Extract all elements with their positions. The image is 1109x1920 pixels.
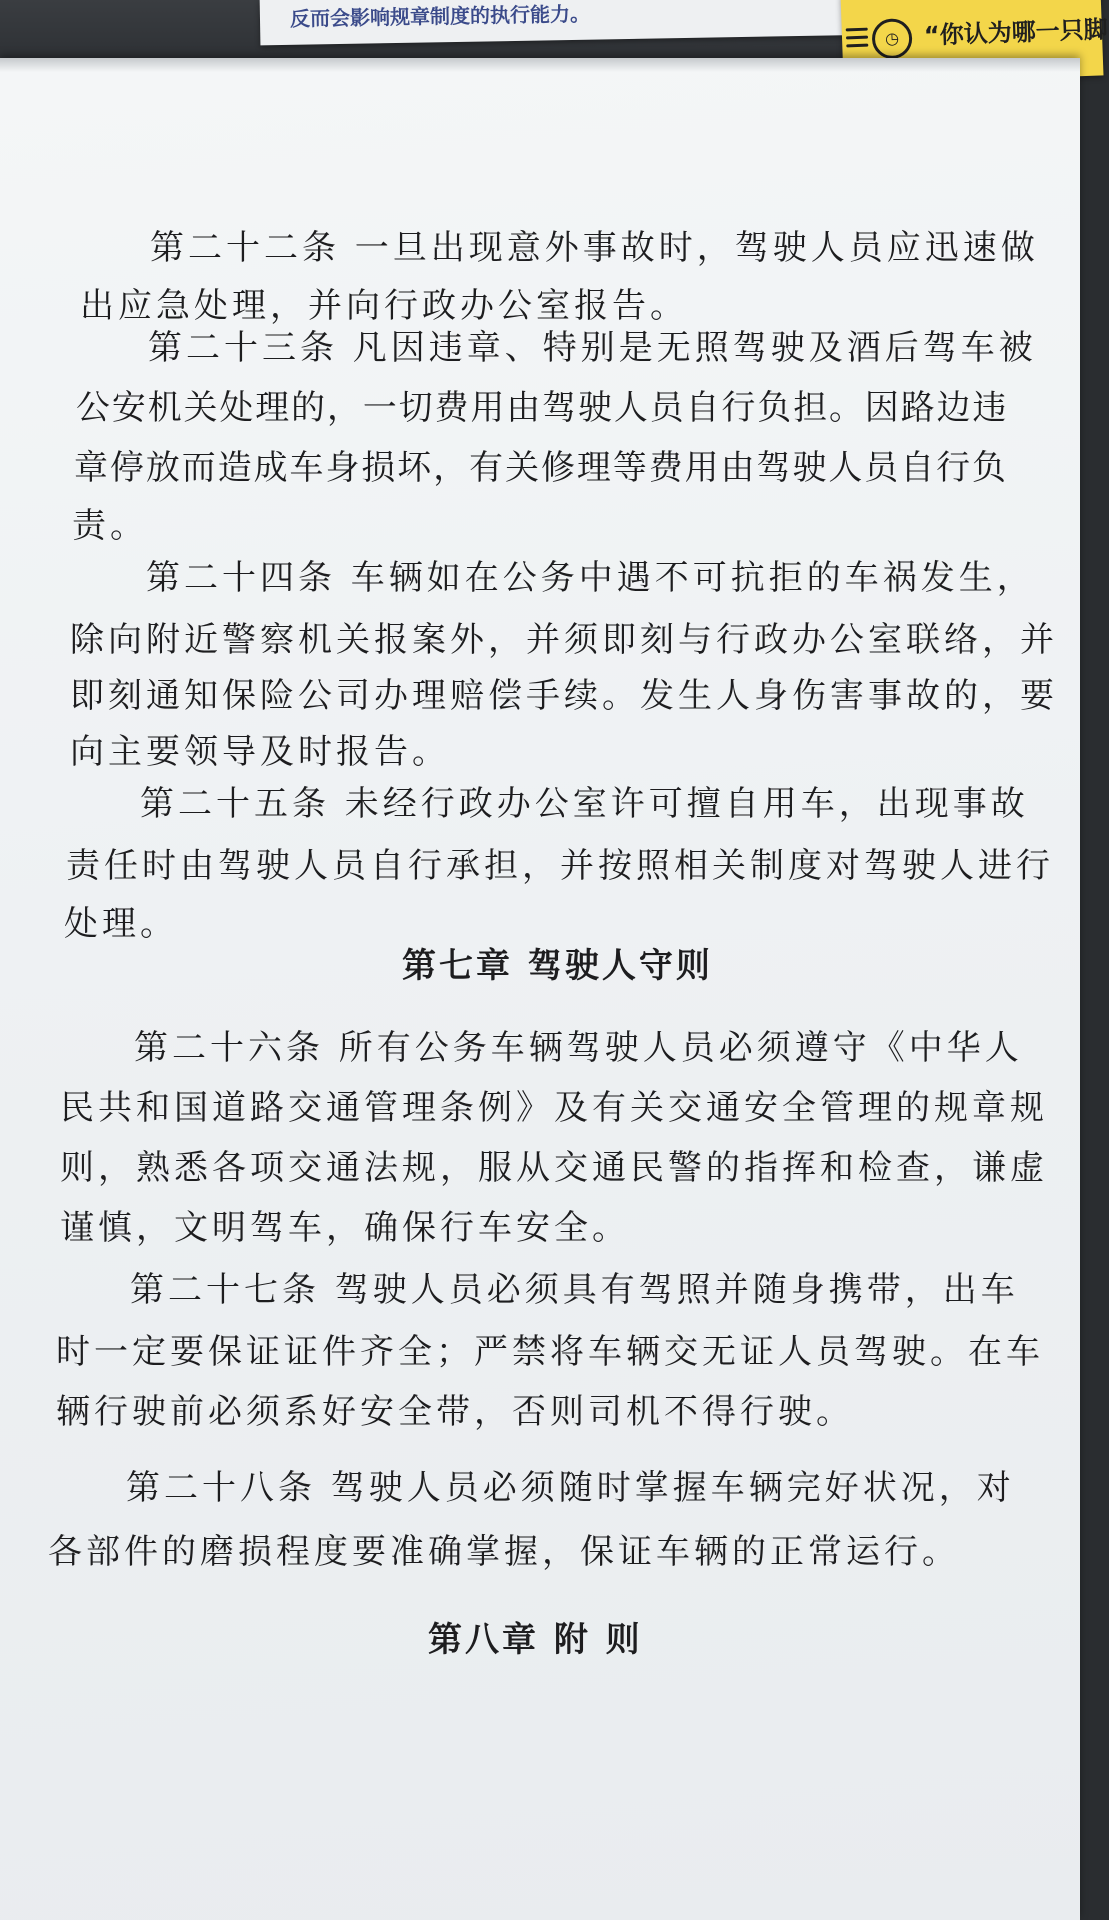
article-24-line-3: 即刻通知保险公司办理赔偿手续。发生人身伤害事故的，要 bbox=[70, 676, 1058, 716]
article-27-line-2: 时一定要保证证件齐全；严禁将车辆交无证人员驾驶。在车 bbox=[56, 1332, 1044, 1372]
article-24-line-2: 除向附近警察机关报案外，并须即刻与行政办公室联络，并 bbox=[70, 620, 1058, 660]
underlying-paper-text: 反而会影响规章制度的执行能力。 bbox=[289, 1, 591, 31]
article-23-line-1: 第二十三条 凡因违章、特别是无照驾驶及酒后驾车被 bbox=[148, 328, 1037, 368]
article-25-line-3: 处理。 bbox=[64, 904, 178, 944]
article-26-line-2: 民共和国道路交通管理条例》及有关交通安全管理的规章规 bbox=[60, 1088, 1048, 1128]
article-26-line-3: 则，熟悉各项交通法规，服从交通民警的指挥和检查，谦虚 bbox=[60, 1148, 1048, 1188]
article-27-line-1: 第二十七条 驾驶人员必须具有驾照并随身携带，出车 bbox=[130, 1270, 1019, 1310]
motion-lines-icon bbox=[846, 28, 869, 53]
article-28-line-1: 第二十八条 驾驶人员必须随时掌握车辆完好状况，对 bbox=[126, 1468, 1015, 1508]
clock-icon: ◷ bbox=[871, 18, 912, 59]
article-25-line-2: 责任时由驾驶人员自行承担，并按照相关制度对驾驶人进行 bbox=[66, 846, 1054, 886]
article-26-line-1: 第二十六条 所有公务车辆驾驶人员必须遵守《中华人 bbox=[134, 1028, 1023, 1068]
article-23-line-4: 责。 bbox=[72, 506, 148, 546]
article-22-line-2: 出应急处理，并向行政办公室报告。 bbox=[80, 286, 688, 326]
article-24-line-1: 第二十四条 车辆如在公务中遇不可抗拒的车祸发生， bbox=[146, 558, 1035, 598]
page-edge-shadow bbox=[0, 58, 1080, 72]
chapter-eight-heading: 第八章 附 则 bbox=[428, 1620, 643, 1660]
sticky-note-text: “你认为哪一只脚 bbox=[923, 15, 1109, 50]
article-23-line-3: 章停放而造成车身损坏，有关修理等费用由驾驶人员自行负 bbox=[74, 449, 1008, 488]
chapter-seven-heading: 第七章 驾驶人守则 bbox=[402, 946, 713, 986]
article-22-line-1: 第二十二条 一旦出现意外事故时，驾驶人员应迅速做 bbox=[150, 228, 1039, 268]
article-25-line-1: 第二十五条 未经行政办公室许可擅自用车，出现事故 bbox=[140, 784, 1029, 824]
article-28-line-2: 各部件的磨损程度要准确掌握，保证车辆的正常运行。 bbox=[48, 1532, 960, 1572]
article-23-line-2: 公安机关处理的，一切费用由驾驶人员自行负担。因路边违 bbox=[76, 388, 1009, 427]
article-27-line-3: 辆行驶前必须系好安全带，否则司机不得行驶。 bbox=[56, 1392, 854, 1432]
article-24-line-4: 向主要领导及时报告。 bbox=[70, 732, 450, 772]
article-26-line-4: 谨慎，文明驾车，确保行车安全。 bbox=[60, 1208, 630, 1248]
